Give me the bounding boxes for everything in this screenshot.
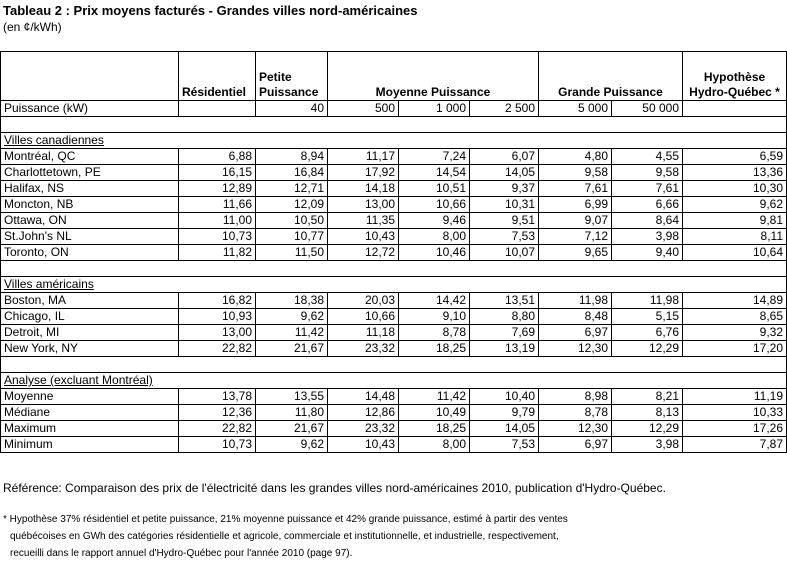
- table-row: [1, 181, 787, 197]
- power-label: Puissance (kW): [1, 101, 179, 117]
- value-cell: 10,31: [470, 197, 539, 213]
- power-value-cell: 40: [256, 101, 328, 117]
- row-label: Moyenne: [1, 389, 179, 405]
- row-label: Toronto, ON: [1, 245, 179, 261]
- value-cell: 9,32: [683, 325, 787, 341]
- value-cell: 6,66: [612, 197, 683, 213]
- value-cell: 21,67: [256, 421, 328, 437]
- value-cell: 11,98: [539, 293, 612, 309]
- row-label: Chicago, IL: [1, 309, 179, 325]
- power-value-cell: 1 000: [399, 101, 470, 117]
- value-cell: 12,29: [612, 421, 683, 437]
- value-cell: 3,98: [612, 229, 683, 245]
- section-heading: Analyse (excluant Montréal): [1, 373, 787, 389]
- section-heading-row: [1, 277, 787, 293]
- table-row: [1, 389, 787, 405]
- power-value-cell: 5 000: [539, 101, 612, 117]
- value-cell: 13,00: [179, 325, 256, 341]
- header-hq-line1: Hypothèse: [703, 70, 766, 84]
- row-label: St.John's NL: [1, 229, 179, 245]
- footnote-line-1: * Hypothèse 37% résidentiel et petite puissance, 21% moyenne puissance et 42% grande puissance, estimé à partir des ventes: [3, 514, 568, 525]
- value-cell: 20,03: [328, 293, 399, 309]
- value-cell: 9,58: [612, 165, 683, 181]
- value-cell: 10,64: [683, 245, 787, 261]
- footnote-line-3: recueilli dans le rapport annuel d'Hydro-Québec pour l'année 2010 (page 97).: [10, 548, 353, 559]
- row-label: Charlottetown, PE: [1, 165, 179, 181]
- value-cell: 10,49: [399, 405, 470, 421]
- value-cell: 14,89: [683, 293, 787, 309]
- value-cell: 9,81: [683, 213, 787, 229]
- value-cell: 7,69: [470, 325, 539, 341]
- blank-cell: [1, 357, 787, 373]
- value-cell: 11,50: [256, 245, 328, 261]
- table-row: [1, 325, 787, 341]
- value-cell: 18,25: [399, 421, 470, 437]
- value-cell: 22,82: [179, 341, 256, 357]
- table-row: [1, 437, 787, 453]
- value-cell: 12,30: [539, 421, 612, 437]
- value-cell: 6,88: [179, 149, 256, 165]
- value-cell: 8,48: [539, 309, 612, 325]
- value-cell: 13,19: [470, 341, 539, 357]
- value-cell: 16,82: [179, 293, 256, 309]
- value-cell: 17,92: [328, 165, 399, 181]
- value-cell: 9,10: [399, 309, 470, 325]
- blank-cell: [1, 117, 787, 133]
- value-cell: 8,64: [612, 213, 683, 229]
- power-value-cell: 2 500: [470, 101, 539, 117]
- header-moyenne-puissance: Moyenne Puissance: [328, 52, 539, 101]
- value-cell: 7,61: [612, 181, 683, 197]
- value-cell: 17,26: [683, 421, 787, 437]
- value-cell: 11,82: [179, 245, 256, 261]
- value-cell: 10,43: [328, 229, 399, 245]
- value-cell: 12,71: [256, 181, 328, 197]
- value-cell: 11,17: [328, 149, 399, 165]
- value-cell: 8,80: [470, 309, 539, 325]
- value-cell: 6,59: [683, 149, 787, 165]
- header-residentiel: Résidentiel: [179, 52, 256, 101]
- value-cell: 9,62: [256, 309, 328, 325]
- value-cell: 12,86: [328, 405, 399, 421]
- value-cell: 10,07: [470, 245, 539, 261]
- value-cell: 10,51: [399, 181, 470, 197]
- power-value-cell: [179, 101, 256, 117]
- value-cell: 8,98: [539, 389, 612, 405]
- value-cell: 22,82: [179, 421, 256, 437]
- footnote-line-2: québécoises en GWh des catégories résidentielle et agricole, commerciale et institutionnelle, et industrielle, respectivement,: [10, 531, 559, 542]
- section-heading: Villes canadiennes: [1, 133, 787, 149]
- power-value-cell: 50 000: [612, 101, 683, 117]
- value-cell: 10,33: [683, 405, 787, 421]
- unit-label: (en ¢/kWh): [3, 20, 62, 34]
- value-cell: 8,13: [612, 405, 683, 421]
- value-cell: 7,12: [539, 229, 612, 245]
- section-heading-row: [1, 373, 787, 389]
- section-heading: Villes américains: [1, 277, 787, 293]
- table-row: [1, 149, 787, 165]
- value-cell: 16,84: [256, 165, 328, 181]
- value-cell: 14,05: [470, 421, 539, 437]
- row-label: New York, NY: [1, 341, 179, 357]
- header-petite-puissance: [256, 52, 328, 101]
- header-row: [1, 52, 787, 101]
- row-label: Montréal, QC: [1, 149, 179, 165]
- value-cell: 12,30: [539, 341, 612, 357]
- table-row: [1, 293, 787, 309]
- value-cell: 11,00: [179, 213, 256, 229]
- value-cell: 10,40: [470, 389, 539, 405]
- value-cell: 9,37: [470, 181, 539, 197]
- value-cell: 14,42: [399, 293, 470, 309]
- table-row: [1, 309, 787, 325]
- header-hypothese-hq: [683, 52, 787, 101]
- table-row: [1, 229, 787, 245]
- row-label: Moncton, NB: [1, 197, 179, 213]
- value-cell: 10,73: [179, 437, 256, 453]
- value-cell: 4,80: [539, 149, 612, 165]
- row-label: Minimum: [1, 437, 179, 453]
- value-cell: 9,07: [539, 213, 612, 229]
- value-cell: 14,05: [470, 165, 539, 181]
- value-cell: 8,11: [683, 229, 787, 245]
- value-cell: 7,53: [470, 437, 539, 453]
- value-cell: 13,36: [683, 165, 787, 181]
- table-row: [1, 165, 787, 181]
- value-cell: 10,93: [179, 309, 256, 325]
- value-cell: 9,51: [470, 213, 539, 229]
- header-empty-cell: [1, 52, 179, 101]
- header-grande-puissance: Grande Puissance: [539, 52, 683, 101]
- row-label: Maximum: [1, 421, 179, 437]
- value-cell: 8,65: [683, 309, 787, 325]
- value-cell: 10,43: [328, 437, 399, 453]
- value-cell: 14,48: [328, 389, 399, 405]
- power-value-cell: [683, 101, 787, 117]
- value-cell: 8,78: [539, 405, 612, 421]
- value-cell: 8,94: [256, 149, 328, 165]
- table-row: [1, 213, 787, 229]
- value-cell: 13,51: [470, 293, 539, 309]
- header-petite-line1: Petite: [259, 70, 292, 84]
- row-label: Médiane: [1, 405, 179, 421]
- value-cell: 8,78: [399, 325, 470, 341]
- value-cell: 8,00: [399, 437, 470, 453]
- power-value-cell: 500: [328, 101, 399, 117]
- row-label: Boston, MA: [1, 293, 179, 309]
- value-cell: 11,35: [328, 213, 399, 229]
- value-cell: 18,38: [256, 293, 328, 309]
- reference-text: Référence: Comparaison des prix de l'électricité dans les grandes villes nord-américaines 2010, publication d'Hydro-Québec.: [3, 481, 666, 495]
- value-cell: 3,98: [612, 437, 683, 453]
- row-label: Halifax, NS: [1, 181, 179, 197]
- table-row: [1, 405, 787, 421]
- value-cell: 6,99: [539, 197, 612, 213]
- value-cell: 12,29: [612, 341, 683, 357]
- value-cell: 9,79: [470, 405, 539, 421]
- power-row: [1, 101, 787, 117]
- value-cell: 11,19: [683, 389, 787, 405]
- price-table: [0, 51, 787, 453]
- value-cell: 5,15: [612, 309, 683, 325]
- value-cell: 14,54: [399, 165, 470, 181]
- table-row: [1, 421, 787, 437]
- value-cell: 11,18: [328, 325, 399, 341]
- value-cell: 11,66: [179, 197, 256, 213]
- value-cell: 9,62: [256, 437, 328, 453]
- value-cell: 6,97: [539, 437, 612, 453]
- value-cell: 12,89: [179, 181, 256, 197]
- value-cell: 6,97: [539, 325, 612, 341]
- value-cell: 9,65: [539, 245, 612, 261]
- value-cell: 13,00: [328, 197, 399, 213]
- value-cell: 12,72: [328, 245, 399, 261]
- value-cell: 18,25: [399, 341, 470, 357]
- value-cell: 8,21: [612, 389, 683, 405]
- table-row: [1, 197, 787, 213]
- value-cell: 11,42: [256, 325, 328, 341]
- value-cell: 12,36: [179, 405, 256, 421]
- value-cell: 12,09: [256, 197, 328, 213]
- value-cell: 4,55: [612, 149, 683, 165]
- value-cell: 11,80: [256, 405, 328, 421]
- value-cell: 10,30: [683, 181, 787, 197]
- value-cell: 10,50: [256, 213, 328, 229]
- value-cell: 6,76: [612, 325, 683, 341]
- value-cell: 14,18: [328, 181, 399, 197]
- header-hq-line2: Hydro-Québec *: [689, 85, 780, 99]
- value-cell: 10,73: [179, 229, 256, 245]
- value-cell: 10,66: [399, 197, 470, 213]
- table-row: [1, 245, 787, 261]
- value-cell: 16,15: [179, 165, 256, 181]
- value-cell: 7,53: [470, 229, 539, 245]
- value-cell: 13,78: [179, 389, 256, 405]
- value-cell: 13,55: [256, 389, 328, 405]
- value-cell: 9,46: [399, 213, 470, 229]
- value-cell: 23,32: [328, 341, 399, 357]
- value-cell: 8,00: [399, 229, 470, 245]
- row-label: Detroit, MI: [1, 325, 179, 341]
- table-title: Tableau 2 : Prix moyens facturés - Grandes villes nord-américaines: [3, 3, 418, 18]
- value-cell: 9,58: [539, 165, 612, 181]
- value-cell: 11,42: [399, 389, 470, 405]
- value-cell: 9,62: [683, 197, 787, 213]
- value-cell: 7,87: [683, 437, 787, 453]
- value-cell: 9,40: [612, 245, 683, 261]
- value-cell: 17,20: [683, 341, 787, 357]
- header-petite-line2: Puissance: [259, 85, 319, 99]
- blank-row: [1, 357, 787, 373]
- blank-cell: [1, 261, 787, 277]
- value-cell: 21,67: [256, 341, 328, 357]
- value-cell: 7,24: [399, 149, 470, 165]
- value-cell: 7,61: [539, 181, 612, 197]
- blank-row: [1, 117, 787, 133]
- table-row: [1, 341, 787, 357]
- value-cell: 10,46: [399, 245, 470, 261]
- blank-row: [1, 261, 787, 277]
- value-cell: 10,77: [256, 229, 328, 245]
- value-cell: 23,32: [328, 421, 399, 437]
- value-cell: 11,98: [612, 293, 683, 309]
- section-heading-row: [1, 133, 787, 149]
- value-cell: 6,07: [470, 149, 539, 165]
- row-label: Ottawa, ON: [1, 213, 179, 229]
- value-cell: 10,66: [328, 309, 399, 325]
